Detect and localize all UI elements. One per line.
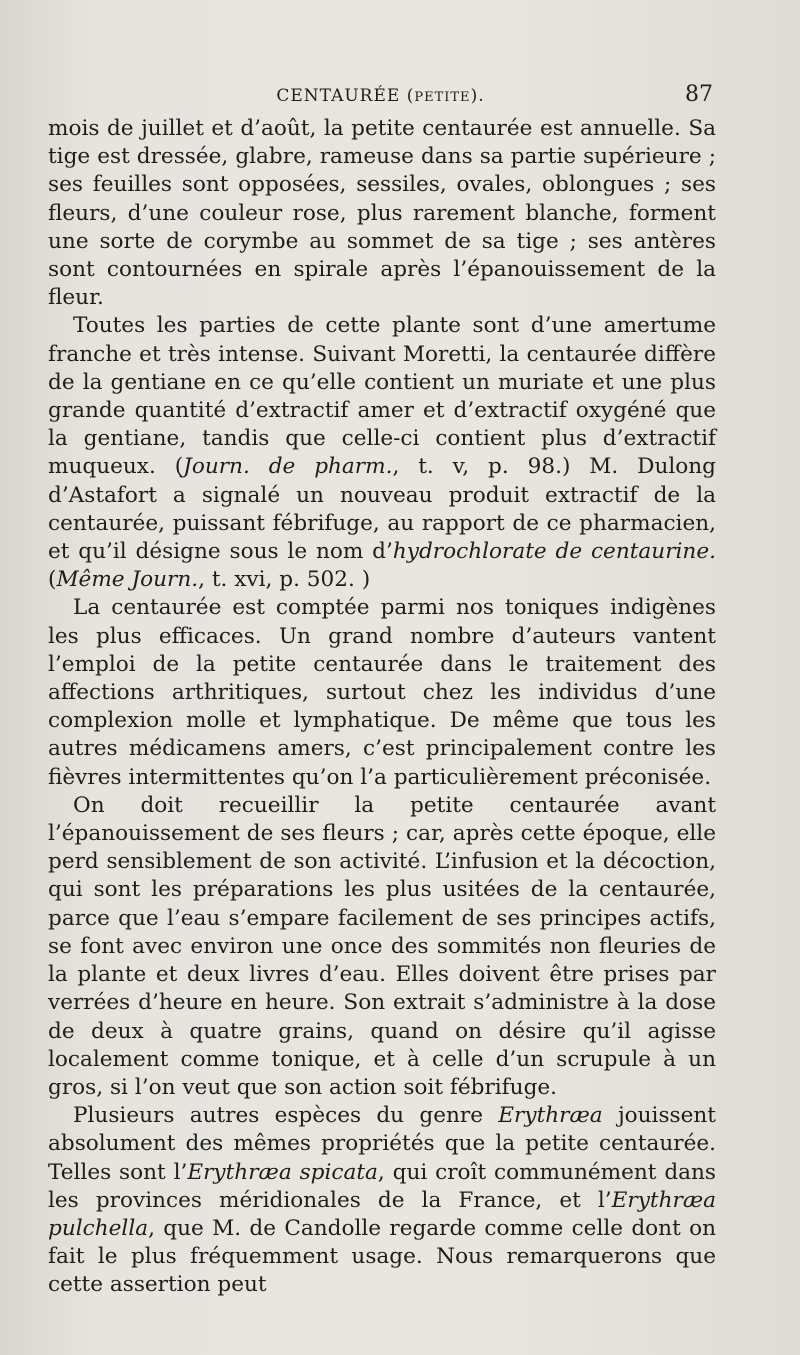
- italic-text: Journ. de pharm.: [183, 454, 393, 480]
- text-segment: , t. xvi, p. 502. ): [198, 567, 371, 593]
- page-number: 87: [685, 82, 713, 107]
- text-segment: Plusieurs autres espèces du genre: [73, 1103, 499, 1129]
- paragraph: [48, 312, 716, 594]
- paragraph: [48, 594, 716, 791]
- italic-text: Erythræa pulchella: [48, 1187, 716, 1241]
- italic-text: Même Journ.: [56, 567, 199, 593]
- page-header: [48, 82, 713, 112]
- italic-text: Erythræa: [498, 1103, 603, 1129]
- text-segment: La centaurée est comptée parmi nos toniques indigènes les plus efficaces. Un grand nombre d’auteurs vantent l’emploi de la petite centaurée dans le traitement des affections arthritiques, surtout chez les individus d’une complexion molle et lymphatique. De même que tous les autres médicamens amers, c’est principalement contre les fièvres intermittentes qu’on l’a particulièrement préconisée.: [48, 595, 716, 790]
- text-segment: , t. v, p. 98.) M. Dulong d’Astafort a signalé un nouveau produit extractif de la centaurée, puissant fébrifuge, au rapport de ce pharmacien, et qu’il désigne sous le nom d’: [48, 454, 716, 565]
- text-segment: , qui croît communément dans les provinces méridionales de la France, et l’: [48, 1159, 717, 1213]
- running-title-end: ).: [470, 86, 485, 106]
- running-title: [48, 86, 713, 106]
- text-segment: On doit recueillir la petite centaurée avant l’épanouissement de ses fleurs ; car, après cette époque, elle perd sensiblement de son activité. L’infusion et la décoction, qui sont les préparations les plus usitées de la centaurée, parce que l’eau s’empare facilement de ses principes actifs, se font avec environ une once des sommités non fleuries de la plante et deux livres d’eau. Elles doivent être prises par verrées d’heure en heure. Son extrait s’administre à la dose de deux à quatre grains, quand on désire qu’il agisse localement comme tonique, et à celle d’un scrupule à un gros, si l’on veut que son action soit fébrifuge.: [48, 792, 716, 1100]
- italic-text: Erythræa spicata: [187, 1159, 378, 1185]
- paragraph: [48, 1102, 716, 1299]
- running-title-main: CENTAURÉE (: [276, 86, 415, 106]
- body-text: [48, 115, 716, 1300]
- text-segment: Toutes les parties de cette plante sont d’une amertume franche et très intense. Suivant Moretti, la centaurée diffère de la gentiane en ce qu’elle contient un muriate et une plus grande quantité d’extractif amer et d’extractif oxygéné que la gentiane, tandis que celle-ci contient plus d’extractif muqueux. (: [48, 313, 716, 480]
- paragraph: [48, 792, 716, 1102]
- text-segment: jouissent absolument des mêmes propriétés que la petite centaurée. Telles sont l’: [48, 1103, 716, 1185]
- text-segment: (: [48, 567, 57, 593]
- text-segment: mois de juillet et d’août, la petite centaurée est annuelle. Sa tige est dressée, glabre, rameuse dans sa partie supérieure ; ses feuilles sont opposées, sessiles, ovales, oblongues ; ses fleurs, d’une couleur rose, plus rarement blanche, forment une sorte de corymbe au sommet de sa tige ; ses antères sont contournées en spirale après l’épanouissement de la fleur.: [48, 116, 716, 311]
- italic-text: hydrochlorate de centaurine.: [392, 539, 716, 565]
- running-title-small: PETITE: [414, 90, 471, 105]
- paragraph: [48, 115, 716, 312]
- text-segment: , que M. de Candolle regarde comme celle dont on fait le plus fréquemment usage. Nous remarquerons que cette assertion peut: [48, 1215, 716, 1298]
